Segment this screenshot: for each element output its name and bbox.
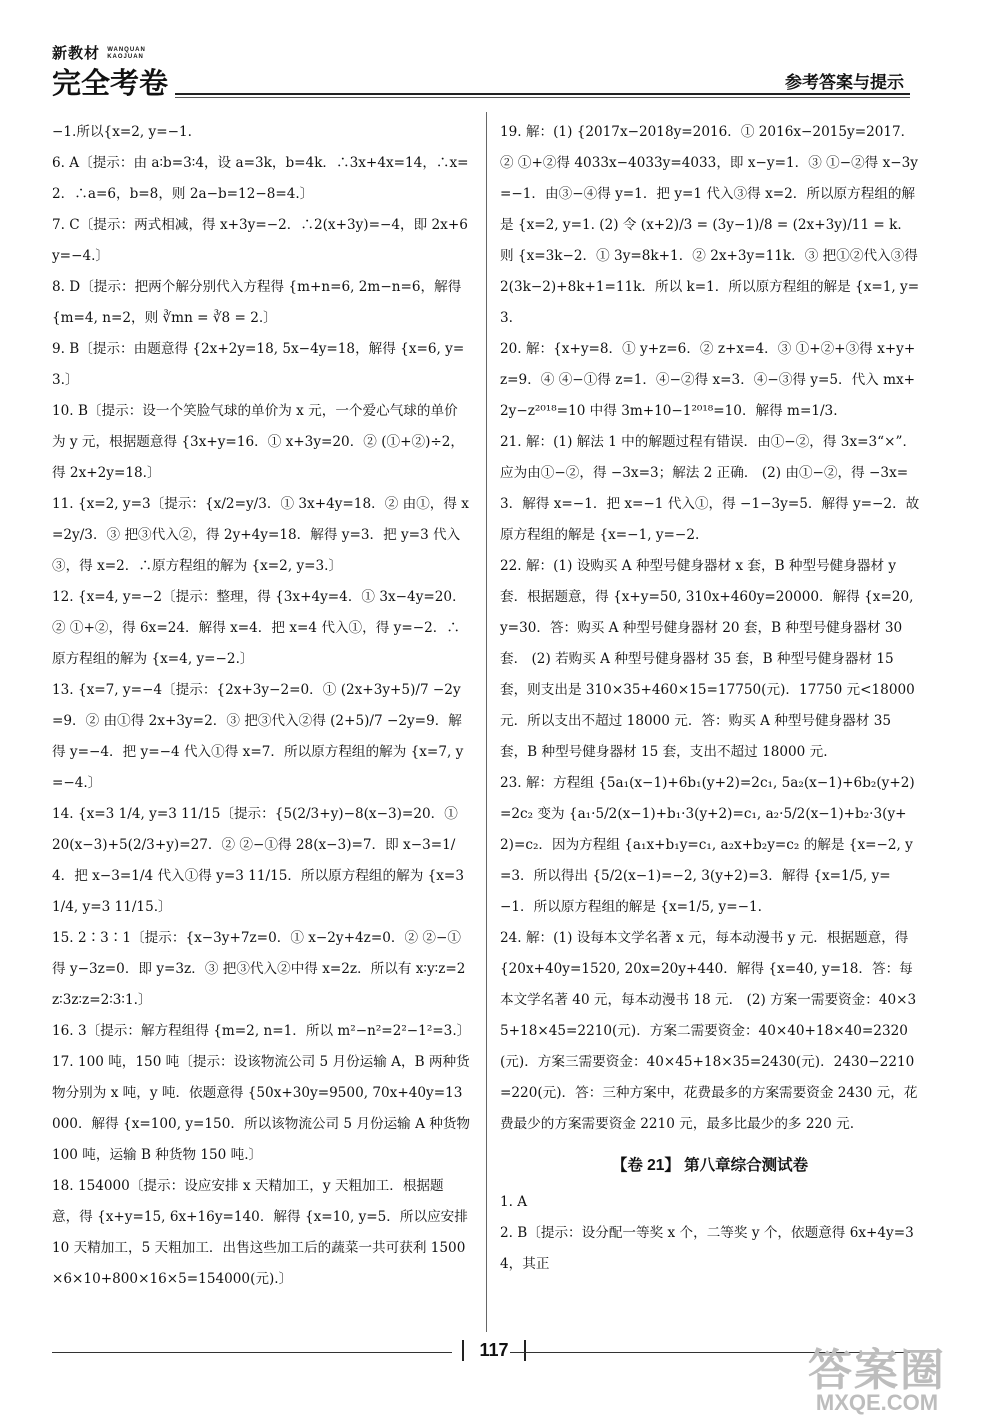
answer-item: 17. 100 吨，150 吨〔提示：设该物流公司 5 月份运输 A，B 两种货物分别为 x 吨，y 吨．依题意得 {50x+30y=9500, 70x+40y=13000．解得 {x=100, y=150．所以该物流公司 5 月份运输 A 种货物 100 吨，运输 B 种货物 150 吨.〕 (52, 1054, 471, 1163)
column-divider (486, 112, 487, 1332)
answer-item: 1. A (500, 1194, 528, 1210)
watermark-line1: 答案圈 (808, 1346, 946, 1395)
answer-item: 22. 解：(1) 设购买 A 种型号健身器材 x 套，B 种型号健身器材 y 套．根据题意，得 {x+y=50, 310x+460y=20000．解得 {x=20, y=30．答：购买 A 种型号健身器材 20 套，B 种型号健身器材 30 套． (2) 若购买 A 种型号健身器材 35 套，B 种型号健身器材 15 套，则支出是 310×35+460×15=17750(元)．17750 元<18000 元．所以支出不超过 18000 元．答：购买 A 种型号健身器材 35 套，B 种型号健身器材 15 套，支出不超过 18000 元. (500, 558, 915, 760)
answer-item: 6. A〔提示：由 a∶b=3∶4，设 a=3k，b=4k．∴3x+4x=14，∴x=2．∴a=6，b=8，则 2a−b=12−8=4.〕 (52, 155, 469, 202)
brand-pinyin1: WANQUAN (107, 47, 146, 54)
answer-item: 24. 解：(1) 设每本文学名著 x 元，每本动漫书 y 元．根据题意，得 {20x+40y=1520, 20x=20y+440．解得 {x=40, y=18．答：每本文学名著 40 元，每本动漫书 18 元． (2) 方案一需要资金：40×35+18×45=2210(元)．方案二需要资金：40×40+18×40=2320(元)．方案三需要资金：40×45+18×35=2430(元)．2430−2210=220(元)．答：三种方案中，花费最多的方案需要资金 2430 元，花费最少的方案需要资金 2210 元，最多比最少的多 220 元. (500, 930, 918, 1132)
answer-item: 23. 解：方程组 {5a₁(x−1)+6b₁(y+2)=2c₁, 5a₂(x−1)+6b₂(y+2)=2c₂ 变为 {a₁·5/2(x−1)+b₁·3(y+2)=c₁, a₂·5/2(x−1)+b₂·3(y+2)=c₂．因为方程组 {a₁x+b₁y=c₁, a₂x+b₂y=c₂ 的解是 {x=−2, y=3．所以得出 {5/2(x−1)=−2, 3(y+2)=3．解得 {x=1/5, y=−1．所以原方程组的解是 {x=1/5, y=−1. (500, 775, 915, 915)
header-rule (175, 93, 910, 95)
section-title: 【卷 21】 第八章综合测试卷 (611, 1157, 809, 1174)
page-header-title: 参考答案与提示 (785, 73, 904, 92)
answer-item: 19. 解：(1) {2017x−2018y=2016．① 2016x−2015y=2017．② ①+②得 4033x−4033y=4033，即 x−y=1．③ ①−②得 x−3y=−1．由③−④得 y=1．把 y=1 代入③得 x=2．所以原方程组的解是 {x=2, y=1. (2) 令 (x+2)/3 = (3y−1)/8 = (2x+3y)/11 = k．则 {x=3k−2．① 3y=8k+1．② 2x+3y=11k．③ 把①②代入③得 2(3k−2)+8k+1=11k．所以 k=1．所以原方程组的解是 {x=1, y=3. (500, 124, 920, 326)
left-column (52, 117, 470, 1295)
answer-item: 13. {x=7, y=−4〔提示：{2x+3y−2=0．① (2x+3y+5)/7 −2y=9．② 由①得 2x+3y=2．③ 把③代入②得 (2+5)/7 −2y=9．解得 y=−4．把 y=−4 代入①得 x=7．所以原方程组的解为 {x=7, y=−4.〕 (52, 682, 464, 791)
answer-item: 12. {x=4, y=−2〔提示：整理，得 {3x+4y=4．① 3x−4y=20．② ①+②，得 6x=24．解得 x=4．把 x=4 代入①，得 y=−2．∴原方程组的解为 {x=4, y=−2.〕 (52, 589, 466, 667)
answer-item: 7. C〔提示：两式相减，得 x+3y=−2．∴2(x+3y)=−4，即 2x+6y=−4.〕 (52, 217, 468, 264)
answer-item: 21. 解：(1) 解法 1 中的解题过程有错误．由①−②，得 3x=3“×”．应为由①−②，得 −3x=3；解法 2 正确． (2) 由①−②，得 −3x=3．解得 x=−1．把 x=−1 代入①，得 −1−3y=5．解得 y=−2．故原方程组的解是 {x=−1, y=−2. (500, 434, 920, 543)
brand-line2: 完全考卷 (52, 68, 169, 100)
brand-line1: 新教材 (52, 45, 101, 62)
brand-logo (52, 42, 182, 102)
answer-item: 15. 2∶3∶1〔提示：{x−3y+7z=0．① x−2y+4z=0．② ②−①得 y−3z=0．即 y=3z．③ 把③代入②中得 x=2z．所以有 x∶y∶z=2z∶3z∶z=2∶3∶1.〕 (52, 930, 466, 1008)
right-column (500, 117, 920, 1280)
answer-item: −1.所以{x=2, y=−1. (52, 124, 192, 140)
answer-item: 10. B〔提示：设一个笑脸气球的单价为 x 元，一个爱心气球的单价为 y 元，根据题意得 {3x+y=16．① x+3y=20．② (①+②)÷2，得 2x+2y=18.〕 (52, 403, 465, 481)
brand-pinyin2: KAOJUAN (107, 54, 144, 61)
answer-item: 2. B〔提示：设分配一等奖 x 个，二等奖 y 个，依题意得 6x+4y=34，其正 (500, 1225, 914, 1272)
answer-item: 14. {x=3 1/4, y=3 11/15〔提示：{5(2/3+y)−8(x−3)=20．① 20(x−3)+5(2/3+y)=27．② ②−①得 28(x−3)=7．即 x−3=1/4．把 x−3=1/4 代入①得 y=3 11/15．所以原方程组的解为 {x=3 1/4, y=3 11/15.〕 (52, 806, 464, 915)
answer-item: 8. D〔提示：把两个解分别代入方程得 {m+n=6, 2m−n=6，解得 {m=4, n=2，则 ∛mn = ∛8 = 2.〕 (52, 279, 462, 326)
watermark (782, 1334, 972, 1416)
answer-item: 9. B〔提示：由题意得 {2x+2y=18, 5x−4y=18，解得 {x=6, y=3.〕 (52, 341, 465, 388)
answer-item: 20. 解：{x+y=8．① y+z=6．② z+x=4．③ ①+②+③得 x+y+z=9．④ ④−①得 z=1．④−②得 x=3．④−③得 y=5．代入 mx+2y−z²⁰¹⁸=10 中得 3m+10−1²⁰¹⁸=10．解得 m=1/3. (500, 341, 916, 419)
answer-item: 11. {x=2, y=3〔提示：{x/2=y/3．① 3x+4y=18．② 由①，得 x=2y/3．③ 把③代入②，得 2y+4y=18．解得 y=3．把 y=3 代入③，得 x=2．∴原方程组的解为 {x=2, y=3.〕 (52, 496, 469, 574)
answer-item: 16. 3〔提示：解方程组得 {m=2, n=1．所以 m²−n²=2²−1²=3.〕 (52, 1023, 471, 1039)
answer-item: 18. 154000〔提示：设应安排 x 天精加工，y 天粗加工．根据题意，得 {x+y=15, 6x+16y=140．解得 {x=10, y=5．所以应安排 10 天精加工，5 天粗加工．出售这些加工后的蔬菜一共可获利 1500×6×10+800×16×5=154000(元).〕 (52, 1178, 468, 1287)
footer-rule-left (52, 1352, 452, 1353)
watermark-line2: MXQE.COM (815, 1390, 939, 1415)
header-rule-thin (175, 97, 910, 98)
page-number: 117 (462, 1340, 526, 1361)
